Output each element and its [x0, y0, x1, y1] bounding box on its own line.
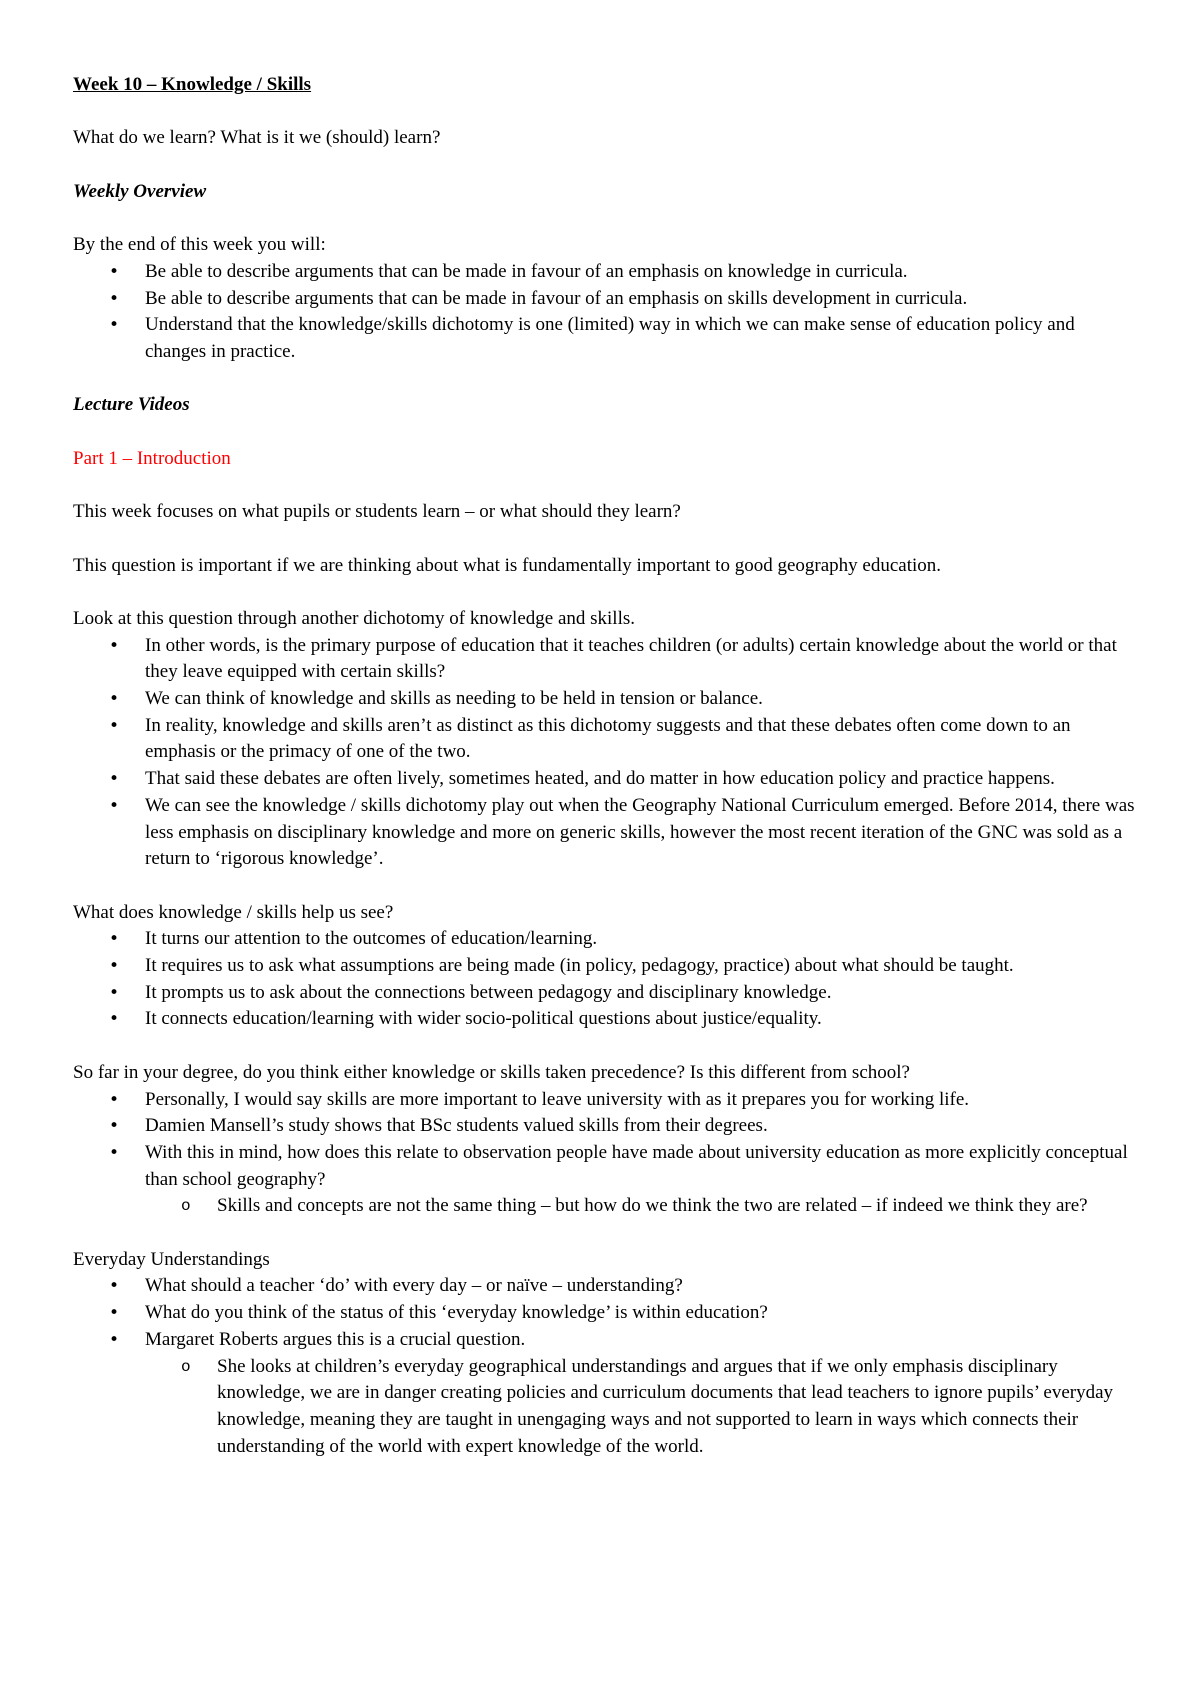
everyday-heading: Everyday Understandings	[73, 1248, 270, 1270]
list-item-text: With this in mind, how does this relate to observation people have made about university education as more explicitly conceptual than school geography?	[145, 1141, 1128, 1190]
list-item: • Be able to describe arguments that can be made in favour of an emphasis on skills development in curricula.	[73, 286, 1140, 313]
list-item-text: Margaret Roberts argues this is a crucial question.	[145, 1328, 526, 1350]
overview-intro: By the end of this week you will:	[73, 234, 326, 256]
page-title: Week 10 – Knowledge / Skills	[73, 74, 312, 95]
list-item: • It requires us to ask what assumptions are being made (in policy, pedagogy, practice) about what should be taught.	[73, 953, 1140, 980]
lecture-heading: Lecture Videos	[73, 394, 190, 416]
degree-list	[73, 1087, 1140, 1221]
sub-list-item: o She looks at children’s everyday geographical understandings and argues that if we only emphasis disciplinary knowledge, we are in danger creating policies and curriculum documents that lead teachers to ignore pupils’ everyday knowledge, meaning they are taught in unengaging ways and not supported to learn in ways which connects their understanding of the world with expert knowledge of the world.	[145, 1354, 1140, 1461]
sub-list	[145, 1193, 1140, 1220]
subtitle: What do we learn? What is it we (should) learn?	[73, 127, 441, 149]
list-item	[73, 1140, 1140, 1220]
list-item: • Damien Mansell’s study shows that BSc students valued skills from their degrees.	[73, 1113, 1140, 1140]
list-item: • It prompts us to ask about the connections between pedagogy and disciplinary knowledge.	[73, 980, 1140, 1007]
list-item	[73, 1327, 1140, 1461]
paragraph: This question is important if we are thinking about what is fundamentally important to good geography education.	[73, 554, 942, 576]
list-item: • What do you think of the status of this ‘everyday knowledge’ is within education?	[73, 1300, 1140, 1327]
list-item: • We can see the knowledge / skills dichotomy play out when the Geography National Curriculum emerged. Before 2014, there was less emphasis on disciplinary knowledge and more on generic skills, however the most recent iteration of the GNC was sold as a return to ‘rigorous knowledge’.	[73, 793, 1140, 873]
list-item: • In reality, knowledge and skills aren’t as distinct as this dichotomy suggests and that these debates often come down to an emphasis or the primacy of one of the two.	[73, 713, 1140, 766]
list-item: • We can think of knowledge and skills as needing to be held in tension or balance.	[73, 686, 1140, 713]
help-list	[73, 926, 1140, 1033]
sub-list-item: o Skills and concepts are not the same thing – but how do we think the two are related – if indeed we think they are?	[145, 1193, 1140, 1220]
list-item: • What should a teacher ‘do’ with every day – or naïve – understanding?	[73, 1273, 1140, 1300]
sub-list	[145, 1354, 1140, 1461]
list-item: • In other words, is the primary purpose of education that it teaches children (or adults) certain knowledge about the world or that they leave equipped with certain skills?	[73, 633, 1140, 686]
list-item: • That said these debates are often lively, sometimes heated, and do matter in how education policy and practice happens.	[73, 766, 1140, 793]
list-item: • It connects education/learning with wider socio-political questions about justice/equality.	[73, 1006, 1140, 1033]
list-item: • Personally, I would say skills are more important to leave university with as it prepares you for working life.	[73, 1087, 1140, 1114]
list-item: • It turns our attention to the outcomes of education/learning.	[73, 926, 1140, 953]
overview-list	[73, 259, 1140, 366]
overview-heading: Weekly Overview	[73, 180, 207, 202]
list-item: • Understand that the knowledge/skills dichotomy is one (limited) way in which we can make sense of education policy and changes in practice.	[73, 312, 1140, 365]
degree-question: So far in your degree, do you think either knowledge or skills taken precedence? Is this different from school?	[73, 1061, 910, 1083]
paragraph: This week focuses on what pupils or students learn – or what should they learn?	[73, 501, 681, 523]
help-question: What does knowledge / skills help us see?	[73, 901, 394, 923]
paragraph: Look at this question through another dichotomy of knowledge and skills.	[73, 607, 636, 629]
everyday-list	[73, 1273, 1140, 1460]
list-item: • Be able to describe arguments that can be made in favour of an emphasis on knowledge in curricula.	[73, 259, 1140, 286]
lecture-list	[73, 633, 1140, 873]
part-1-heading: Part 1 – Introduction	[73, 447, 231, 469]
